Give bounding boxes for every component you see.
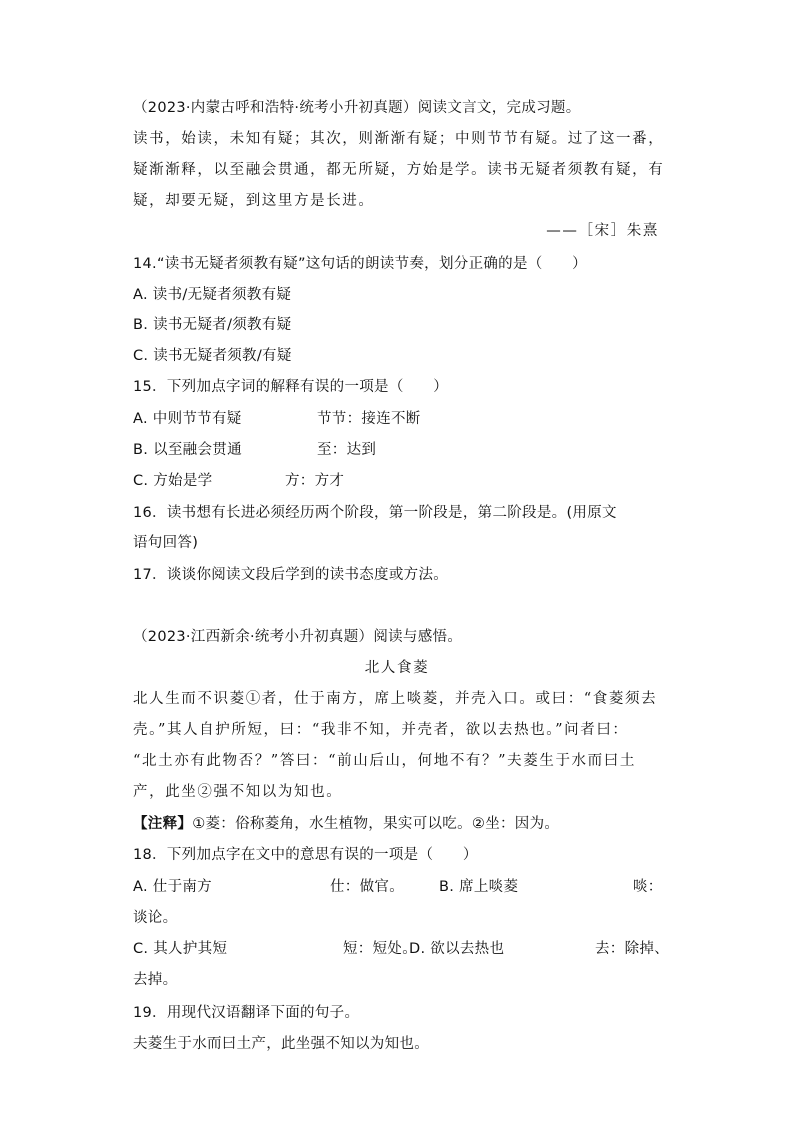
note-label: 【注释】 bbox=[133, 816, 193, 832]
q18-b-explanation: 啖： bbox=[633, 879, 663, 895]
passage2-line-4: 产，此坐②强不知以为知也。 bbox=[133, 784, 343, 800]
q18-row-cd bbox=[133, 939, 669, 959]
q18-d-explanation: 去：除掉、 bbox=[595, 941, 669, 957]
q18-d-text: D. 欲以去热也 bbox=[409, 941, 505, 957]
q15-c-text: C. 方始是学 bbox=[133, 473, 213, 489]
passage2-line-1: 北人生而不识菱①者，仕于南方，席上啖菱，并壳入口。或曰：“食菱须去 bbox=[133, 691, 658, 707]
q18-a-explanation: 仕：做官。 bbox=[330, 879, 404, 895]
q19-stem: 19．用现代汉语翻译下面的句子。 bbox=[133, 1005, 360, 1021]
q14-option-c: C. 读书无疑者须教/有疑 bbox=[133, 348, 292, 364]
q15-row-c bbox=[133, 471, 345, 491]
q15-a-text: A. 中则节节有疑 bbox=[133, 411, 242, 427]
q15-stem: 15．下列加点字词的解释有误的一项是（ ） bbox=[133, 379, 449, 395]
q18-c-explanation: 短：短处。 bbox=[343, 941, 417, 957]
passage1-attribution: ——［宋］朱熹 bbox=[546, 223, 659, 239]
passage1-header: （2023·内蒙古呼和浩特·统考小升初真题）阅读文言文，完成习题。 bbox=[133, 100, 581, 116]
passage1-line-1: 读书，始读，未知有疑；其次，则渐渐有疑；中则节节有疑。过了这一番， bbox=[133, 131, 665, 147]
q18-stem: 18．下列加点字在文中的意思有误的一项是（ ） bbox=[133, 847, 478, 863]
q15-a-explanation: 节节：接连不断 bbox=[317, 411, 421, 427]
passage1-line-2: 疑渐渐释，以至融会贯通，都无所疑，方始是学。读书无疑者须教有疑，有 bbox=[133, 162, 665, 178]
q19-sentence: 夫菱生于水而曰土产，此坐强不知以为知也。 bbox=[133, 1036, 429, 1052]
passage1-line-3: 疑，却要无疑，到这里方是长进。 bbox=[133, 193, 375, 209]
q14-option-a: A. 读书/无疑者须教有疑 bbox=[133, 287, 292, 303]
q16-line-2: 语句回答) bbox=[133, 535, 199, 551]
passage2-note bbox=[133, 814, 559, 834]
q18-a-text: A. 仕于南方 bbox=[133, 879, 212, 895]
q15-b-text: B. 以至融会贯通 bbox=[133, 442, 242, 458]
passage2-header: （2023·江西新余·统考小升初真题）阅读与感悟。 bbox=[133, 629, 463, 645]
q18-row-ab bbox=[133, 877, 661, 897]
q18-b-text: B. 席上啖菱 bbox=[439, 879, 519, 895]
q15-row-b bbox=[133, 440, 377, 460]
q14-stem: 14.“读书无疑者须教有疑”这句话的朗读节奏，划分正确的是（ ） bbox=[133, 256, 587, 272]
q18-c-text: C. 其人护其短 bbox=[133, 941, 228, 957]
q15-row-a bbox=[133, 409, 421, 429]
passage2-line-2: 壳。”其人自护所短，曰：“我非不知，并壳者，欲以去热也。”问者曰： bbox=[133, 722, 629, 738]
q15-b-explanation: 至：达到 bbox=[317, 442, 377, 458]
q18-b-continuation: 谈论。 bbox=[133, 910, 178, 926]
q18-d-continuation: 去掉。 bbox=[133, 972, 178, 988]
note-text: ①菱：俗称菱角，水生植物，果实可以吃。②坐：因为。 bbox=[192, 816, 560, 832]
passage2-title: 北人食菱 bbox=[364, 660, 430, 676]
q16-line-1: 16．读书想有长进必须经历两个阶段，第一阶段是，第二阶段是。(用原文 bbox=[133, 505, 617, 521]
passage2-line-3: “北土亦有此物否？”答曰：“前山后山，何地不有？”夫菱生于水而曰土 bbox=[133, 753, 636, 769]
q14-option-b: B. 读书无疑者/须教有疑 bbox=[133, 317, 292, 333]
q17-stem: 17．谈谈你阅读文段后学到的读书态度或方法。 bbox=[133, 567, 449, 583]
q15-c-explanation: 方：方才 bbox=[285, 473, 345, 489]
